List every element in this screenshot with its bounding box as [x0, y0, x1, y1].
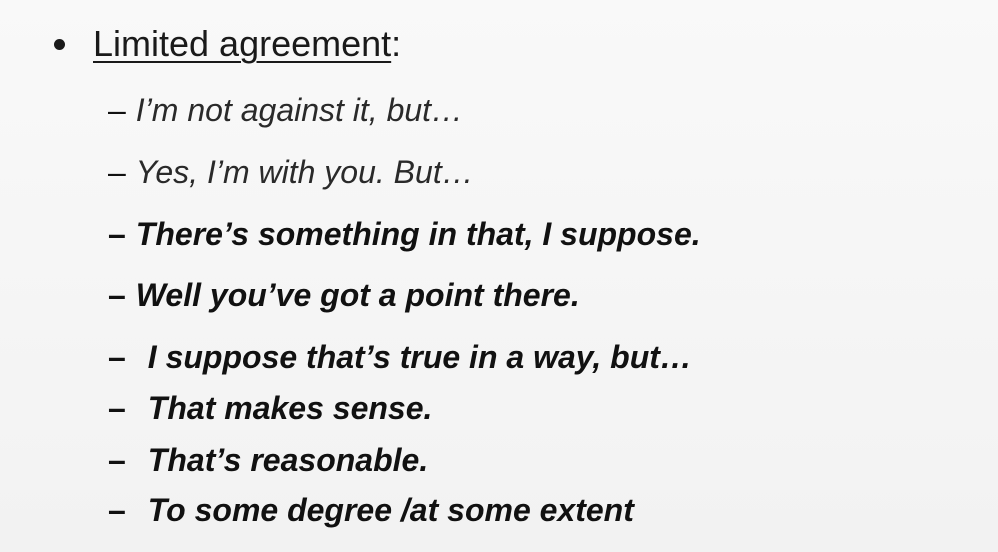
dash-icon: – [108, 492, 126, 528]
list-item-7 [108, 440, 428, 480]
list-item-2 [108, 152, 474, 192]
dash-icon: – [108, 277, 126, 313]
heading-colon: : [391, 23, 402, 64]
list-item-5 [108, 337, 692, 377]
list-item-6 [108, 388, 432, 428]
list-item-text: To some degree /at some extent [147, 492, 634, 528]
dash-icon: – [108, 92, 126, 128]
dash-icon: – [108, 216, 126, 252]
list-item-4 [108, 275, 580, 315]
list-item-text: That’s reasonable. [147, 442, 429, 478]
list-item-text: There’s something in that, I suppose. [135, 216, 701, 252]
list-item-text: I’m not against it, but… [135, 92, 464, 128]
list-item-8 [108, 490, 634, 530]
list-item-text: That makes sense. [147, 390, 433, 426]
dash-icon: – [108, 339, 126, 375]
list-item-text: Yes, I’m with you. But… [135, 154, 474, 190]
list-item-text: Well you’ve got a point there. [135, 277, 580, 313]
heading [54, 18, 401, 70]
heading-label: Limited agreement [93, 23, 392, 64]
dash-icon: – [108, 390, 126, 426]
list-item-1 [108, 90, 463, 130]
list-item-text: I suppose that’s true in a way, but… [147, 339, 692, 375]
bullet-icon [54, 39, 65, 50]
dash-icon: – [108, 154, 126, 190]
list-item-3 [108, 214, 701, 254]
dash-icon: – [108, 442, 126, 478]
heading-text [93, 23, 401, 65]
